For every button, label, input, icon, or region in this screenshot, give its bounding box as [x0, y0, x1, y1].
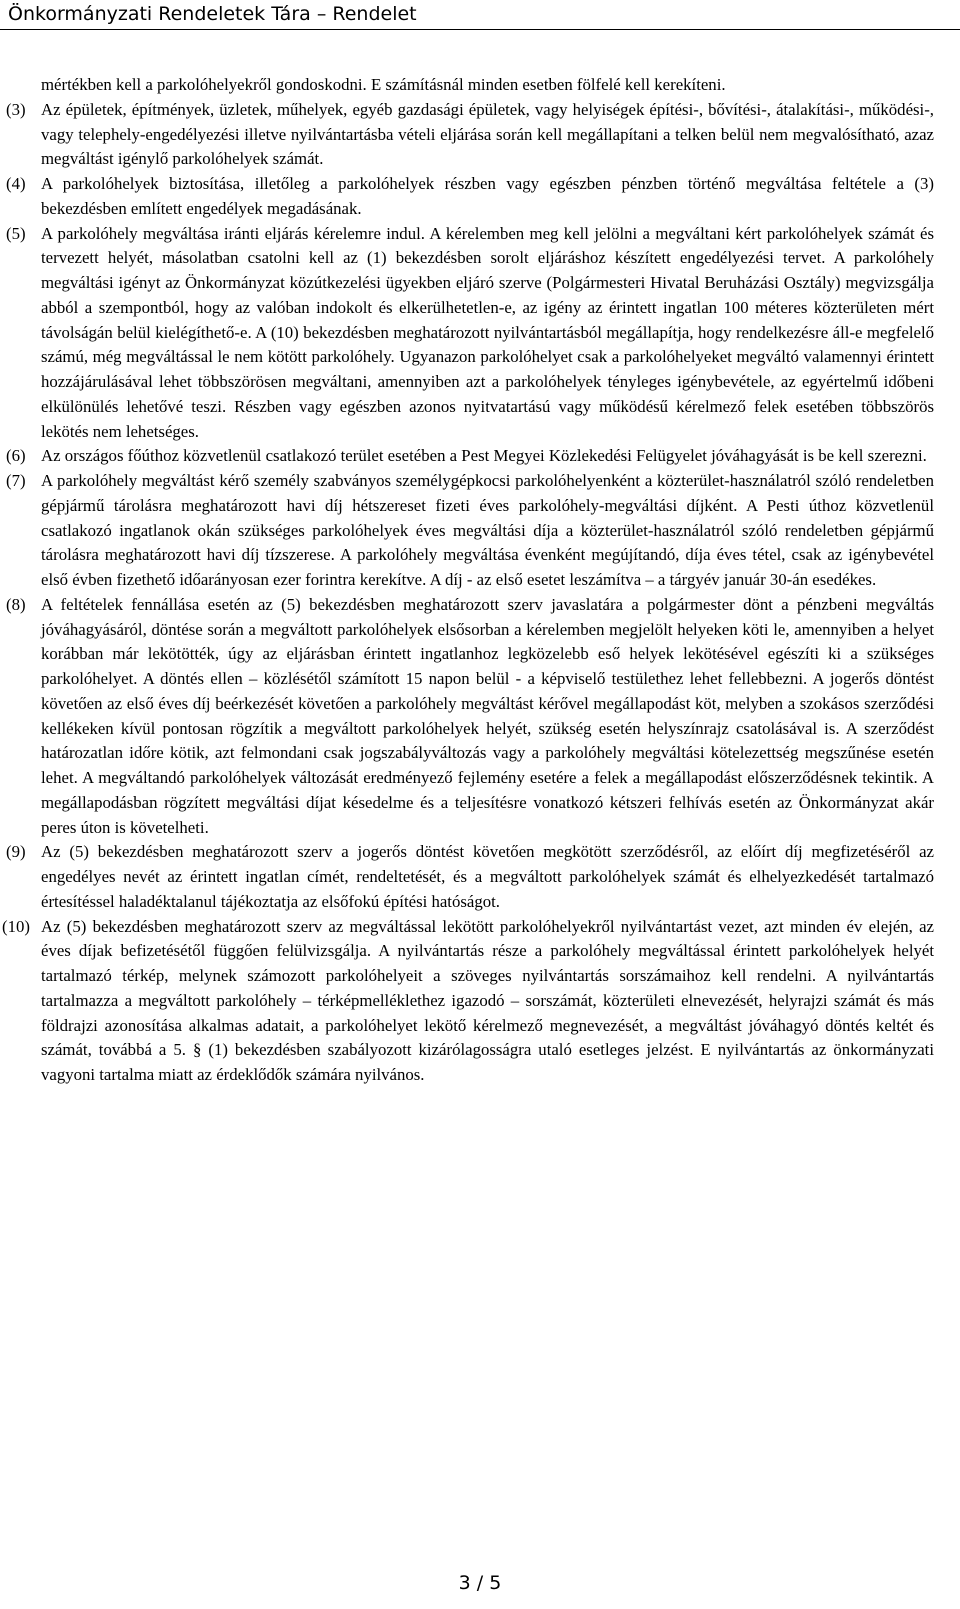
paragraph-number: (8): [6, 594, 26, 614]
paragraph-text: A parkolóhelyek biztosítása, illetőleg a parkolóhelyek részben vagy egészben pénzben történő megváltása feltétele a (3) bekezdésben említett engedélyek megadásának.: [41, 174, 934, 218]
paragraph-number: (3): [6, 99, 26, 119]
paragraph-number: (10): [2, 916, 30, 936]
paragraph-text: Az (5) bekezdésben meghatározott szerv az megváltással lekötött parkolóhelyekről nyilvántartást vezet, azt minden év elején, az éves díjak befizetésétől függően felülvizsgálja. A nyilvántartás része a parkolóhely megváltással érintett parkolóhelyek helyét tartalmazó térkép, melynek számozott parkolóhelyeit a szöveges nyilvántartás sorszámaihoz kell rendelni. A nyilvántartás tartalmazza a megváltott parkolóhely – térképmelléklethez igazodó – sorszámát, közterületi elnevezését, helyrajzi számát és más földrajzi azonosítása alkalmas adatait, a parkolóhelyet lekötő kérelmező megnevezését, a megváltást jóváhagyó döntés keltét és számát, továbbá a 5. § (1) bekezdésben szabályozott kizárólagosságra utaló esetleges jelzést. E nyilvántartás az önkormányzati vagyoni tartalma miatt az érdeklődők számára nyilvános.: [41, 916, 934, 1084]
page-number: 3 / 5: [458, 1572, 502, 1594]
paragraph-3: [6, 98, 934, 172]
paragraph-text: Az épületek, építmények, üzletek, műhelyek, egyéb gazdasági épületek, vagy helyiségek építési-, bővítési-, átalakítási-, működési-, vagy telephely-engedélyezési illetve nyilvántartásba vételi eljárása során kell megállapítani a telken belül nem megvalósítható, azaz megváltást igénylő parkolóhelyek számát.: [41, 99, 934, 169]
paragraph-text: A feltételek fennállása esetén az (5) bekezdésben meghatározott szerv javaslatára a polgármester dönt a pénzbeni megváltás jóváhagyásáról, döntése során a megváltott parkolóhelyek elsősorban a kérelemben megjelölt helyeken köti le, amennyiben a helyet korábban már lekötötték, úgy az eljárásban érintett ingatlanhoz legközelebb eső helyek lekötésével egészíti ki a szükséges parkolóhelyet. A döntés ellen – közlésétől számított 15 napon belül - a képviselő testülethez lehet fellebbezni. A jogerős döntést követően az első éves díj beérkezését követően a parkolóhely megváltást kérővel megállapodást köt, melyben a szokásos szerződési kellékeken kívül pontosan rögzítik a megváltott parkolóhelyek helyét, szükség esetén helyszínrajz csatolásával is. A szerződést határozatlan időre kötik, azt felmondani csak jogszabályváltozás vagy a parkolóhely megváltási kötelezettség megszűnése esetén lehet. A megváltandó parkolóhelyek változását eredményező fejlemény esetére a felek a megállapodást előszerződésnek tekintik. A megállapodásban rögzített megváltási díjat késedelme és a teljesítésre vonatkozó kétszeri felhívás esetén az Önkormányzat akár peres úton is követelheti.: [41, 594, 934, 837]
paragraph-number: (5): [6, 223, 26, 243]
paragraph-number: (4): [6, 174, 26, 193]
page-header-title: Önkormányzati Rendeletek Tára – Rendelet: [8, 3, 417, 25]
paragraph-number: (9): [6, 842, 26, 862]
paragraph-text: A parkolóhely megváltást kérő személy szabványos személygépkocsi parkolóhelyenként a közterület-használatról szóló rendeletben gépjármű tárolásra meghatározott havi díj hétszereset fizeti éves parkolóhely-megváltási díjként. A Pesti úthoz közvetlenül csatlakozó ingatlanok okán szükséges parkolóhelyek éves megváltási díja a közterület-használatról szóló rendeletben gépjármű tárolásra meghatározott havi díj tízszerese. A parkolóhely megváltása évenként megújítandó, díja éves tétel, csak az igénybevétel első évben fizethető időarányosan ezer forintra kerekítve. A díj - az első esetet leszámítva – a tárgyév január 30-án esedékes.: [41, 471, 934, 589]
paragraph-8: [6, 593, 934, 841]
paragraph-6: [6, 444, 934, 469]
paragraph-number: (7): [6, 471, 26, 490]
paragraph-text: A parkolóhely megváltása iránti eljárás kérelemre indul. A kérelemben meg kell jelölni a megváltani kért parkolóhelyek számát és tervezett helyét, másolatban csatolni kell az (1) bekezdésben sorolt eljáráshoz készített engedélyezési tervet. A parkolóhely megváltási igényt az Önkormányzat közútkezelési ügyekben eljáró szerve (Polgármesteri Hivatal Beruházási Osztály) megvizsgálja abból a szempontból, hogy az valóban indokolt és elkerülhetetlen-e, az igény az érintett ingatlan 100 méteres közterületen mért távolságán belül kielégíthető-e. A (10) bekezdésben meghatározott nyilvántartásból megállapítja, hogy rendelkezésre áll-e megfelelő számú, még megváltással le nem kötött parkolóhely. Ugyanazon parkolóhelyet csak a parkolóhelyeket megváltó valamennyi érintett hozzájárulásával lehet többszörösen megváltani, amennyiben azt a parkolóhelyek tényleges igénybevétele, az egyértelmű időbeni elkülönülés lehetővé teszi. Részben vagy egészben azonos nyitvatartású vagy működésű kérelmező felek esetében többszörös lekötés nem lehetséges.: [41, 223, 934, 441]
document-body: [2, 73, 934, 1088]
paragraph-5: [6, 222, 934, 445]
continuation-text: mértékben kell a parkolóhelyekről gondoskodni. E számításnál minden esetben fölfelé kell kerekíteni.: [41, 75, 726, 94]
paragraph-number: (6): [6, 446, 26, 466]
paragraph-text: Az (5) bekezdésben meghatározott szerv a jogerős döntést követően megkötött szerződésről, az előírt díj megfizetéséről az engedélyes nevét az érintett ingatlan címét, rendeltetését, és a megváltott parkolóhelyek számát és elhelyezkedését tartalmazó értesítéssel haladéktalanul tájékoztatja az elsőfokú építési hatóságot.: [41, 842, 934, 911]
paragraph-4: [6, 172, 934, 222]
paragraph-10: [2, 915, 934, 1088]
paragraph-9: [6, 840, 934, 914]
paragraph-text: Az országos főúthoz közvetlenül csatlakozó terület esetében a Pest Megyei Közlekedési Felügyelet jóváhagyását is be kell szerezni.: [41, 446, 927, 466]
page-header: [0, 0, 960, 30]
paragraph-7: [6, 469, 934, 593]
